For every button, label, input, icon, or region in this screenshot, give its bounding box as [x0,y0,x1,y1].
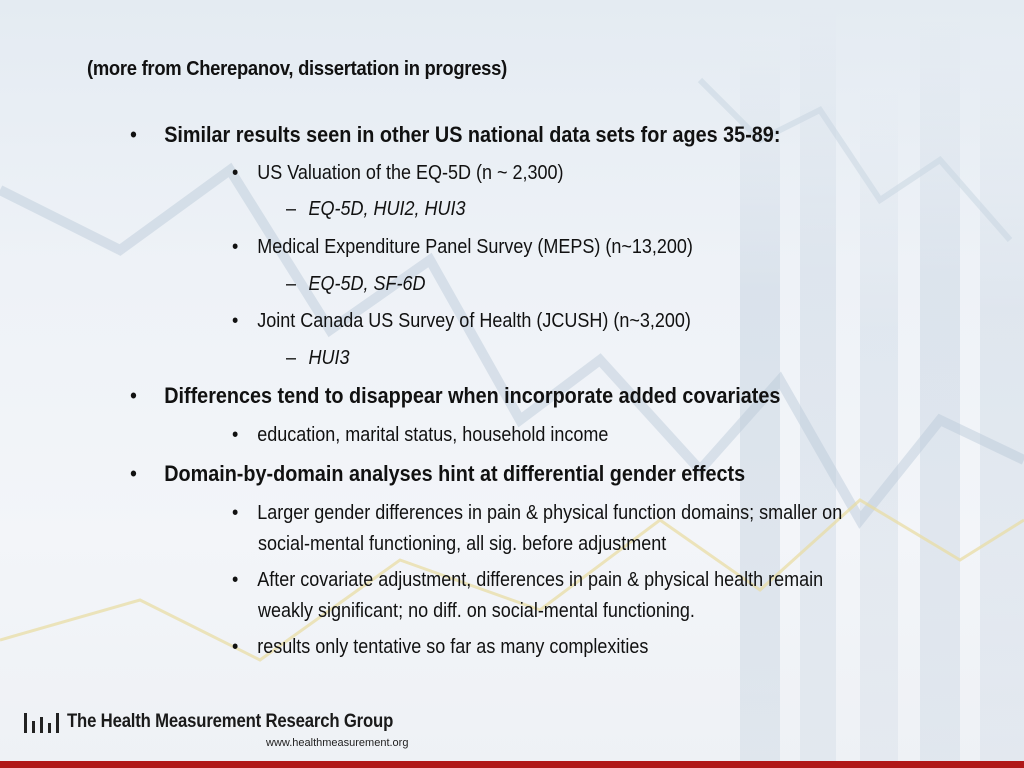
bullet-marker: • [130,461,137,486]
bullet-2 [130,383,780,409]
sub-bullet-text-line-2: weakly significant; no diff. on social-mental functioning. [258,600,695,622]
sub-sub-bullet-text: HUI3 [308,347,350,369]
bullet-text: Domain-by-domain analyses hint at differential gender effects [164,461,746,486]
sub-bullet-text: results only tentative so far as many complexities [257,636,649,658]
bullet-marker: • [130,383,137,408]
sub-bullet [232,236,693,259]
org-logo [24,711,438,733]
sub-bullet [232,424,608,447]
sub-bullet [232,502,842,525]
sub-bullet-text: US Valuation of the EQ-5D (n ~ 2,300) [257,162,564,184]
dash-marker: – [286,273,297,295]
bullet-text: Differences tend to disappear when incorporate added covariates [164,383,781,408]
sub-sub-bullet [286,273,426,296]
sub-sub-bullet [286,198,466,221]
dash-marker: – [286,347,297,369]
bottom-accent-band [0,761,1024,768]
sub-sub-bullet-text: EQ-5D, HUI2, HUI3 [308,198,466,220]
sub-sub-bullet-text: EQ-5D, SF-6D [308,273,426,295]
sub-bullet-text: Joint Canada US Survey of Health (JCUSH) (n~3,200) [257,310,691,332]
bullet-text: Similar results seen in other US national data sets for ages 35-89: [164,122,781,147]
sub-bullet-text-line-1: Larger gender differences in pain & physical function domains; smaller on [257,502,843,524]
bullet-marker: • [232,310,239,332]
slide-subtitle: (more from Cherepanov, dissertation in progress) [87,58,507,80]
bullet-marker: • [232,236,239,258]
org-name: The Health Measurement Research Group [67,711,394,732]
bullet-marker: • [130,122,137,147]
bullet-marker: • [232,424,239,446]
bullet-3 [130,461,745,487]
sub-bullet [232,636,648,659]
sub-bullet [232,162,564,185]
org-url: www.healthmeasurement.org [266,737,409,749]
bullet-marker: • [232,569,239,591]
bar-chart-logo-icon [24,711,59,733]
bullet-marker: • [232,636,239,658]
sub-bullet-text: Medical Expenditure Panel Survey (MEPS) (n~13,200) [257,236,693,258]
sub-bullet-text: education, marital status, household income [257,424,609,446]
dash-marker: – [286,198,297,220]
sub-bullet-text-line-1: After covariate adjustment, differences in pain & physical health remain [257,569,824,591]
sub-sub-bullet [286,347,350,370]
bullet-marker: • [232,162,239,184]
bullet-marker: • [232,502,239,524]
sub-bullet [232,569,823,592]
bullet-1 [130,122,780,148]
sub-bullet-text-line-2: social-mental functioning, all sig. before adjustment [258,533,667,555]
sub-bullet [232,310,691,333]
